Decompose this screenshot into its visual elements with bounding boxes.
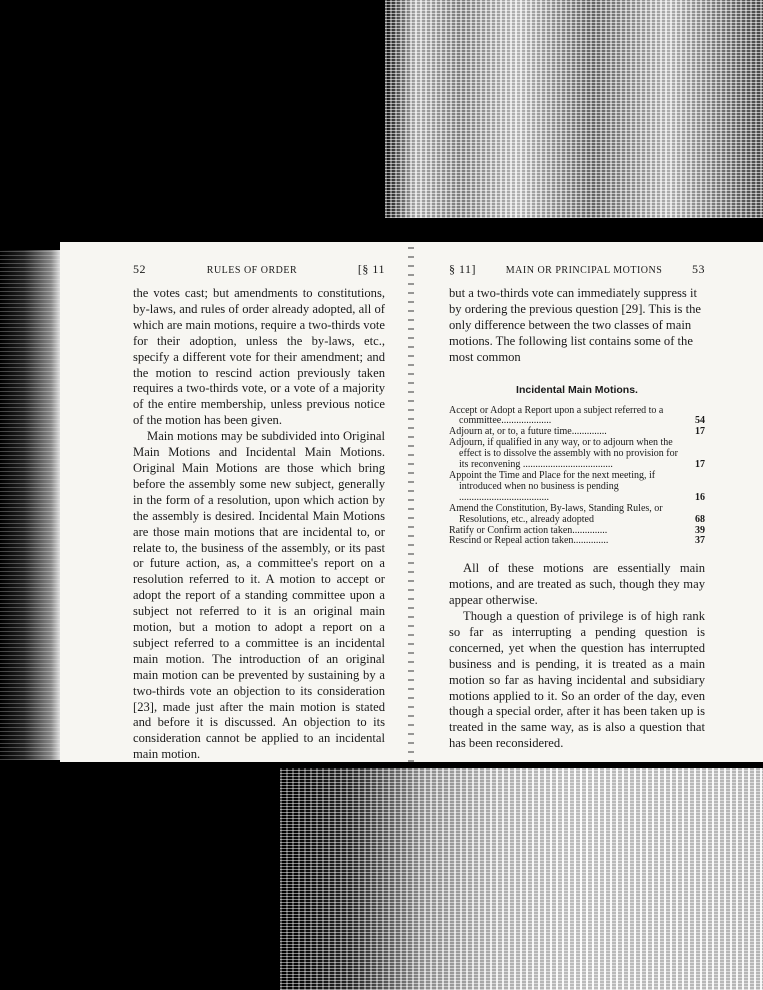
list-item-page: 54 [695, 415, 705, 427]
table-title: Incidental Main Motions. [516, 383, 638, 396]
list-item-text: Ratify or Confirm action taken.............. [449, 524, 608, 536]
list-item-text: Rescind or Repeal action taken.............. [449, 535, 609, 547]
paragraph: the votes cast; but amendments to constitutions, by-laws, and rules of order already adopted, all of which are main motions, require a two-thirds vote for their adoption, unless the by-laws, etc., specify a different vote for their amendment; and the motion to rescind action previously taken requires a two-thirds vote, or a vote of a majority of the entire membership, unless previous notice of the motion has been given. [133, 286, 385, 428]
right-page-body [449, 286, 705, 366]
list-item-page: 16 [695, 491, 705, 503]
left-running-head: RULES OF ORDER [206, 265, 298, 276]
list-item [449, 536, 705, 547]
scan-noise-bottom [280, 768, 763, 990]
right-page-continuation [449, 561, 705, 752]
list-item [449, 504, 705, 526]
list-item-text: Amend the Constitution, By-laws, Standing Rules, or Resolutions, etc., already adopted [449, 502, 663, 525]
list-item-page: 37 [695, 535, 705, 547]
list-item-page: 17 [695, 426, 705, 438]
list-item-text: Adjourn at, or to, a future time.............. [449, 426, 607, 438]
paragraph: but a two-thirds vote can immediately suppress it by ordering the previous question [29]. This is the only difference between the two classes of main motions. The following list contains some of the most common [449, 286, 701, 364]
list-item-text: Adjourn, if qualified in any way, or to adjourn when the effect is to dissolve the assembly with no provision for its reconvening .................................... [449, 437, 678, 471]
right-running-head: MAIN OR PRINCIPAL MOTIONS [505, 265, 663, 276]
motions-list [449, 406, 705, 548]
left-page-header [133, 262, 385, 276]
right-page-number: 53 [692, 262, 705, 276]
paragraph: Though a question of privilege is of high rank so far as interrupting a pending question is concerned, yet when the question has interrupted business and is pending, it is treated as a main motion so far as having incidental and subsidiary motions applied to it. So an order of the day, even though a special order, after it has been taken up is treated in the same way, as is also a question that has been reconsidered. [449, 609, 705, 751]
right-page-header [449, 262, 705, 276]
scan-noise-left [0, 250, 60, 760]
list-item-page: 17 [695, 459, 705, 471]
list-item-text: Appoint the Time and Place for the next meeting, if introduced when no business is pending .................................... [449, 469, 656, 503]
book-gutter [408, 242, 414, 762]
left-page-body [133, 286, 385, 763]
left-section-mark: [§ 11 [357, 262, 385, 276]
list-item [449, 471, 705, 504]
right-page [449, 262, 705, 752]
right-section-mark: § 11] [449, 262, 477, 276]
left-page [133, 262, 385, 763]
list-item-page: 39 [695, 524, 705, 536]
list-item [449, 438, 705, 471]
list-item [449, 406, 705, 428]
paragraph: Main motions may be subdivided into Original Main Motions and Incidental Main Motions. Original Main Motions are those which bring before the assembly some new subject, generally in the form of a resolution, upon which action by the assembly is desired. Incidental Main Motions are those main motions that are incidental to, or relate to, the business of the assembly, or its past or future action, as, a committee's report on a resolution referred to it. A motion to accept or adopt the report of a standing committee upon a subject not referred to it is an original main motion, but a motion to adopt a report on a subject referred to a committee is an incidental main motion. The introduction of an original main motion can be prevented by sustaining by a two-thirds vote an objection to its consideration [23], made just after the main motion is stated and before it is discussed. An objection to its consideration cannot be applied to an incidental main motion. [133, 429, 385, 762]
paragraph: All of these motions are essentially main motions, and are treated as such, though they may appear otherwise. [449, 561, 705, 608]
list-item-page: 68 [695, 513, 705, 525]
left-page-number: 52 [133, 262, 146, 276]
list-item-text: Accept or Adopt a Report upon a subject referred to a committee.................... [449, 404, 664, 427]
scan-noise-top [385, 0, 763, 218]
